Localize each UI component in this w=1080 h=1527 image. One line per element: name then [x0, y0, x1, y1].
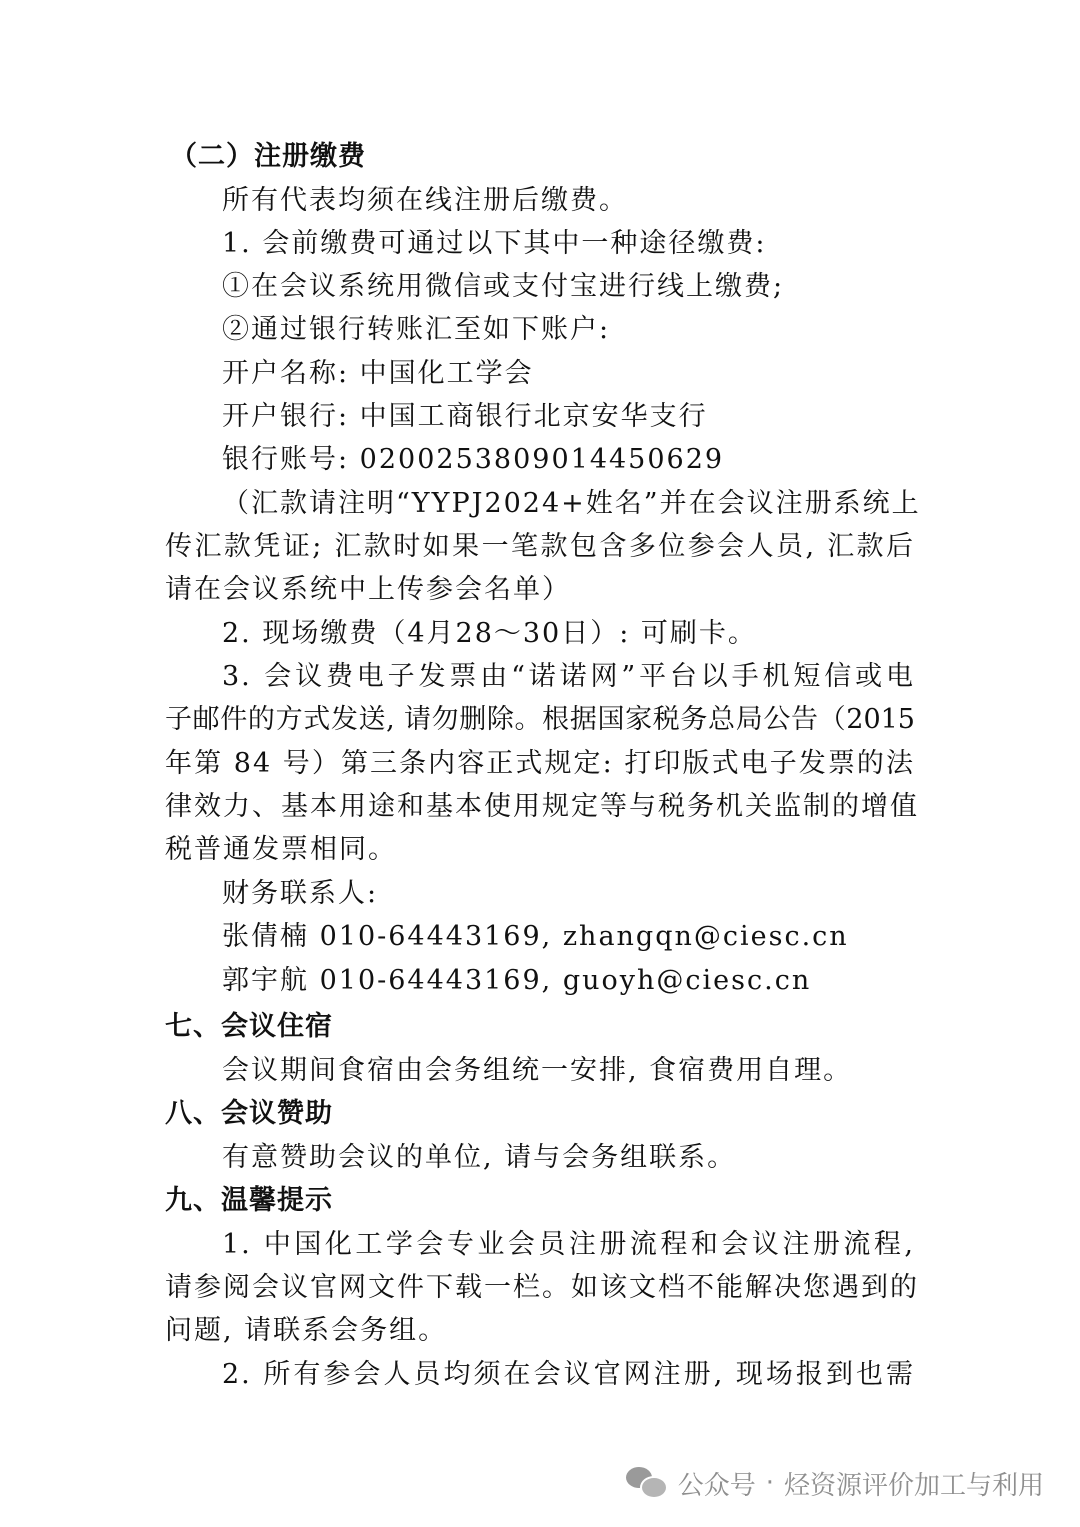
invoice-paragraph-line-3: 年第 84 号）第三条内容正式规定: 打印版式电子发票的法	[165, 748, 915, 779]
wechat-icon	[626, 1467, 666, 1499]
invoice-paragraph-line-1: 3. 会议费电子发票由“诺诺网”平台以手机短信或电	[222, 661, 915, 692]
finance-contact-label: 财务联系人:	[222, 878, 379, 909]
watermark-prefix: 公众号	[677, 1470, 756, 1501]
account-bank-line: 开户银行: 中国工商银行北京安华支行	[222, 401, 708, 432]
list-item-bank-transfer: ②通过银行转账汇至如下账户:	[222, 314, 611, 345]
finance-contact-zhang: 张倩楠 010-64443169, zhangqn@ciesc.cn	[222, 921, 849, 952]
invoice-paragraph-line-2: 子邮件的方式发送, 请勿删除。根据国家税务总局公告（2015	[165, 704, 915, 735]
tips-paragraph-line-2: 请参阅会议官网文件下载一栏。如该文档不能解决您遇到的	[165, 1272, 919, 1303]
list-item-onsite-payment: 2. 现场缴费（4月28～30日）: 可刷卡。	[222, 618, 757, 649]
paragraph-sponsorship: 有意赞助会议的单位, 请与会务组联系。	[222, 1142, 737, 1173]
account-name-line: 开户名称: 中国化工学会	[222, 358, 534, 389]
remittance-note-line-3: 请在会议系统中上传参会名单）	[165, 574, 571, 605]
section-heading-accommodation: 七、会议住宿	[165, 1011, 333, 1042]
account-number-line: 银行账号: 0200253809014450629	[222, 444, 725, 475]
paragraph-accommodation: 会议期间食宿由会务组统一安排, 食宿费用自理。	[222, 1055, 853, 1086]
invoice-paragraph-line-5: 税普通发票相同。	[165, 834, 397, 865]
section-heading-registration-fee: （二）注册缴费	[170, 141, 366, 172]
list-item-prepayment: 1. 会前缴费可通过以下其中一种途径缴费:	[222, 228, 767, 259]
remittance-note-line-1: （汇款请注明“YYPJ2024+姓名”并在会议注册系统上	[222, 488, 921, 519]
watermark-separator: ·	[765, 1468, 774, 1498]
watermark-account-name: 烃资源评价加工与利用	[783, 1470, 1044, 1501]
list-item-online-payment: ①在会议系统用微信或支付宝进行线上缴费;	[222, 271, 785, 302]
paragraph-all-delegates: 所有代表均须在线注册后缴费。	[222, 185, 628, 216]
section-heading-sponsorship: 八、会议赞助	[165, 1098, 333, 1129]
wechat-watermark	[626, 1458, 1044, 1508]
finance-contact-guo: 郭宇航 010-64443169, guoyh@ciesc.cn	[222, 965, 812, 996]
remittance-note-line-2: 传汇款凭证; 汇款时如果一笔款包含多位参会人员, 汇款后	[165, 531, 915, 562]
tips-paragraph-line-1: 1. 中国化工学会专业会员注册流程和会议注册流程,	[222, 1229, 915, 1260]
tips-paragraph-line-4: 2. 所有参会人员均须在会议官网注册, 现场报到也需	[222, 1359, 915, 1390]
invoice-paragraph-line-4: 律效力、基本用途和基本使用规定等与税务机关监制的增值	[165, 791, 919, 822]
tips-paragraph-line-3: 问题, 请联系会务组。	[165, 1315, 448, 1346]
section-heading-tips: 九、温馨提示	[165, 1185, 333, 1216]
